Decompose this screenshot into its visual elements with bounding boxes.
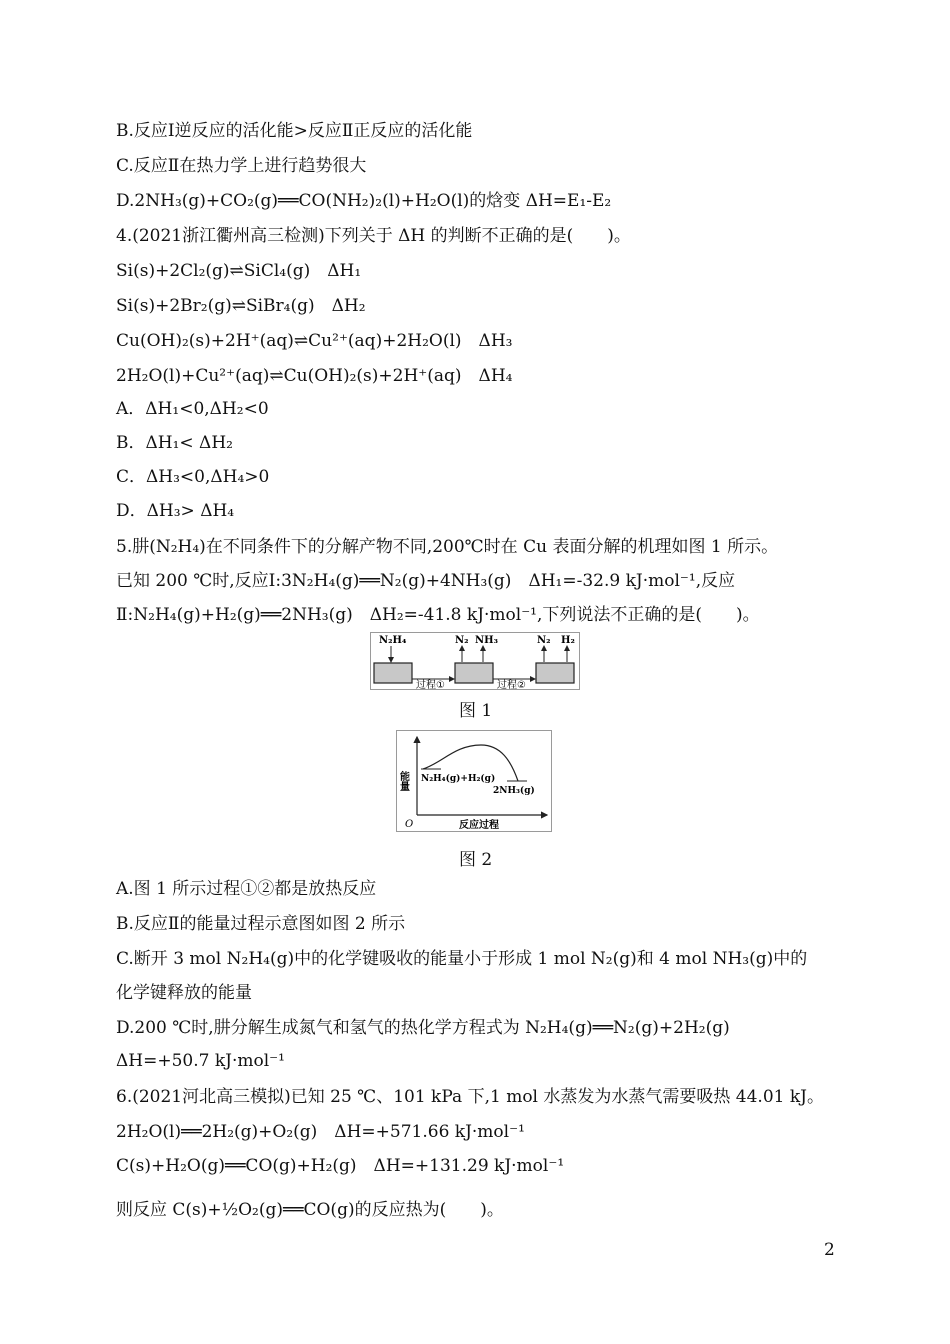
q5-option-a: A.图 1 所示过程①②都是放热反应 [116,879,377,899]
option-b-line: B.反应Ⅰ逆反应的活化能>反应Ⅱ正反应的活化能 [116,121,473,141]
question-6-stem: 6.(2021河北高三模拟)已知 25 ℃、101 kPa 下,1 mol 水蒸发为水蒸气需要吸热 44.01 kJ。 [116,1087,824,1107]
figure-2-svg [397,731,551,831]
question-5-reaction-2: Ⅱ:N₂H₄(g)+H₂(g)══2NH₃(g) ΔH₂=-41.8 kJ·mol⁻¹,下列说法不正确的是( )。 [116,605,760,625]
reactant-label: N₂H₄(g)+H₂(g) [421,774,496,784]
figure-1-svg [371,633,579,689]
y-axis-label: 能量 [397,771,409,791]
product-label: 2NH₃(g) [493,786,535,796]
figure-2-caption: 图 2 [459,850,493,870]
q5-option-d-cont: ΔH=+50.7 kJ·mol⁻¹ [116,1051,285,1071]
q5-option-c-cont: 化学键释放的能量 [116,983,252,1003]
figure-1-mechanism [370,632,580,690]
label-n2h4: N₂H₄ [379,635,407,646]
equation-1: Si(s)+2Cl₂(g)⇌SiCl₄(g) ΔH₁ [116,261,362,281]
label-h2: H₂ [561,635,575,646]
surface-box-3 [536,663,574,683]
q4-option-d: D．ΔH₃> ΔH₄ [116,501,235,521]
option-d-line: D.2NH₃(g)+CO₂(g)══CO(NH₂)₂(l)+H₂O(l)的焓变 ΔH=E₁-E₂ [116,191,612,211]
q4-option-c: C．ΔH₃<0,ΔH₄>0 [116,467,270,487]
question-5-stem: 5.肼(N₂H₄)在不同条件下的分解产物不同,200℃时在 Cu 表面分解的机理如图 1 所示。 [116,537,779,557]
figure-1-caption: 图 1 [459,701,493,721]
question-5-reaction-1: 已知 200 ℃时,反应Ⅰ:3N₂H₄(g)══N₂(g)+4NH₃(g) ΔH₁=-32.9 kJ·mol⁻¹,反应 [116,571,736,591]
equation-4: 2H₂O(l)+Cu²⁺(aq)⇌Cu(OH)₂(s)+2H⁺(aq) ΔH₄ [116,366,513,386]
process-1-label: 过程① [416,680,445,689]
x-axis-label: 反应过程 [459,820,499,831]
equation-2: Si(s)+2Br₂(g)⇌SiBr₄(g) ΔH₂ [116,296,366,316]
q4-option-a: A．ΔH₁<0,ΔH₂<0 [116,399,269,419]
q4-option-b: B．ΔH₁< ΔH₂ [116,433,233,453]
surface-box-1 [374,663,412,683]
origin-label: O [405,819,414,830]
question-6-eq-2: C(s)+H₂O(g)══CO(g)+H₂(g) ΔH=+131.29 kJ·mol⁻¹ [116,1156,565,1176]
surface-box-2 [455,663,493,683]
q5-option-b: B.反应Ⅱ的能量过程示意图如图 2 所示 [116,914,406,934]
question-6-ask: 则反应 C(s)+½O₂(g)══CO(g)的反应热为( )。 [116,1200,504,1220]
figure-2-energy-diagram [396,730,552,832]
label-n2-a: N₂ [455,635,469,646]
page-number: 2 [824,1240,835,1260]
question-4-stem: 4.(2021浙江衢州高三检测)下列关于 ΔH 的判断不正确的是( )。 [116,226,631,246]
label-nh3: NH₃ [475,635,498,646]
process-2-label: 过程② [497,680,526,689]
q5-option-c: C.断开 3 mol N₂H₄(g)中的化学键吸收的能量小于形成 1 mol N₂(g)和 4 mol NH₃(g)中的 [116,949,808,969]
q5-option-d: D.200 ℃时,肼分解生成氮气和氢气的热化学方程式为 N₂H₄(g)══N₂(g)+2H₂(g) [116,1018,730,1038]
equation-3: Cu(OH)₂(s)+2H⁺(aq)⇌Cu²⁺(aq)+2H₂O(l) ΔH₃ [116,331,513,351]
option-c-line: C.反应Ⅱ在热力学上进行趋势很大 [116,156,367,176]
label-n2-b: N₂ [537,635,551,646]
question-6-eq-1: 2H₂O(l)══2H₂(g)+O₂(g) ΔH=+571.66 kJ·mol⁻¹ [116,1122,525,1142]
